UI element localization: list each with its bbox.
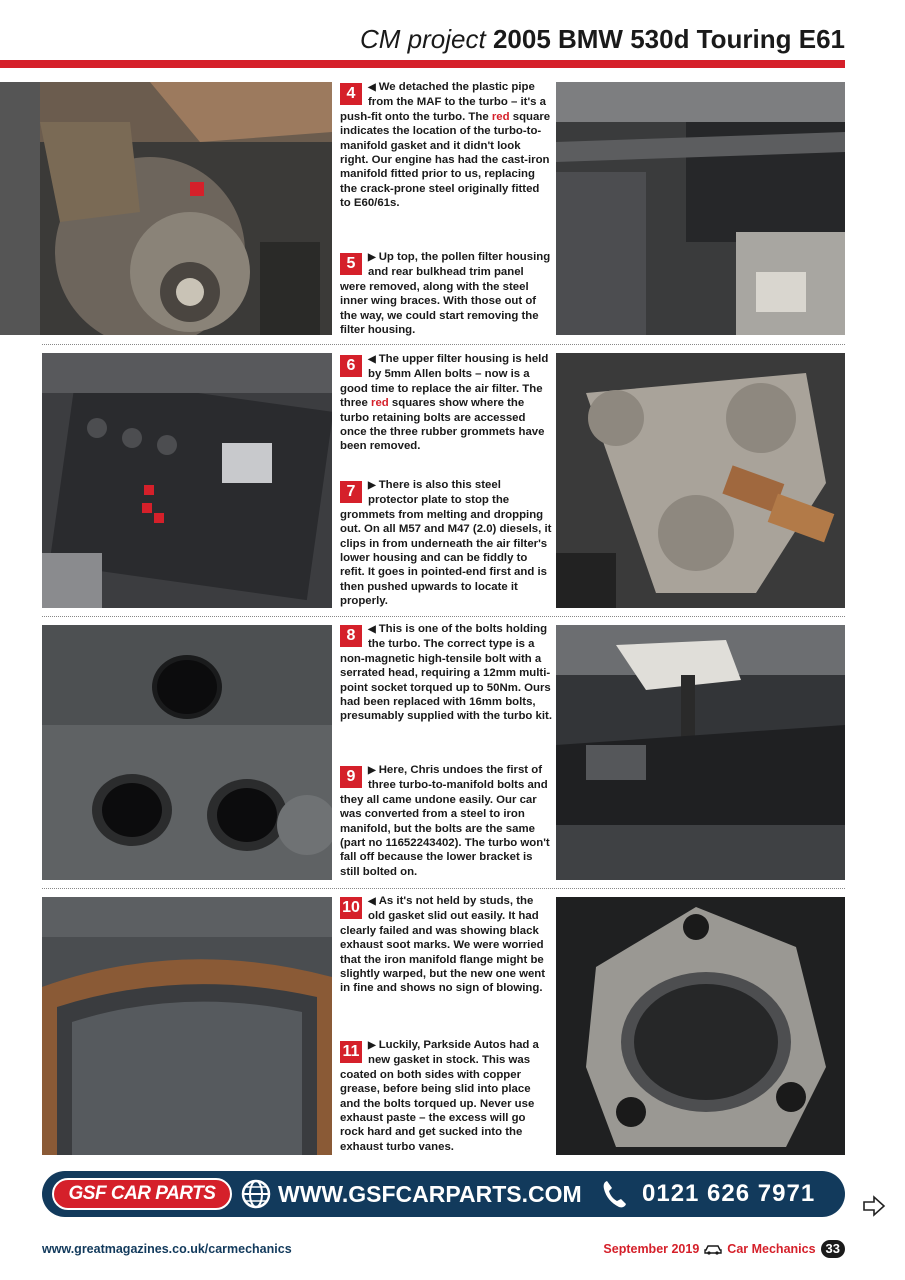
photo-undoing-bolts [556,625,845,880]
divider [42,888,845,889]
divider [42,616,845,617]
car-icon [704,1243,722,1255]
step-4 [340,80,552,211]
step-number: 5 [340,253,362,275]
step-red-text: red [371,397,389,410]
footer-magazine: Car Mechanics [727,1242,816,1256]
step-5 [340,250,552,337]
header-rule [0,60,845,68]
photo-filter-housing [42,353,332,608]
photo-protector-plate [556,353,845,608]
step-9 [340,763,552,879]
step-text: As it's not held by studs, the old gasket slid out easily. It had clearly failed and was showing black exhaust soot marks. We were worried that the iron manifold flange might be slightly warped, but the new one went in fine and shows no sign of blowing. [340,895,546,995]
arrow-right-icon: ▶ [368,765,376,776]
photo-turbo [0,82,332,335]
step-number: 11 [340,1041,362,1063]
step-number: 6 [340,355,362,377]
gsf-logo: GSF CAR PARTS [52,1178,232,1210]
step-text: square indicates the location of the turbo-to-manifold gasket and it didn't look right. Our engine has had the cast-iron manifold fitted prior to us, replacing the crack-prone steel originally fitted to E60/61s. [340,110,551,210]
next-page-arrow-icon[interactable] [862,1195,886,1217]
arrow-left-icon: ◀ [368,624,376,635]
step-number: 10 [340,897,362,919]
step-7 [340,478,552,609]
step-number: 8 [340,625,362,647]
footer-info [603,1240,845,1258]
footer-url[interactable]: www.greatmagazines.co.uk/carmechanics [42,1242,292,1256]
step-text: There is also this steel protector plate to stop the grommets from melting and dropping out. On all M57 and M47 (2.0) diesels, it clips in from underneath the air filter's lower housing and can be fiddly to refit. It goes in pointed-end first and is then pushed upwards to locate it properly. [340,479,552,608]
step-text: squares show where the turbo retaining bolts are accessed once the three rubber grommets have been removed. [340,397,545,453]
step-red-text: red [491,110,510,123]
footer-date: September 2019 [603,1242,700,1256]
photo-bolt-holes [42,625,332,880]
step-text: The upper filter housing is held by 5mm Allen bolts – now is a good time to replace the air filter. The three [340,353,549,410]
step-6 [340,352,552,454]
step-text: Luckily, Parkside Autos had a new gasket in stock. This was coated on both sides with copper grease, before being slid into place and the bolts torqued up. Never use exhaust paste – the excess will go rock hard and get sucked into the exhaust turbo vanes. [340,1039,539,1153]
phone-number[interactable]: 0121 626 7971 [642,1180,816,1207]
page-number: 33 [821,1240,845,1258]
header-series: CM project [360,24,486,54]
arrow-right-icon: ▶ [368,480,376,491]
arrow-right-icon: ▶ [368,1040,376,1051]
step-text: Up top, the pollen filter housing and rear bulkhead trim panel were removed, along with the steel inner wing braces. With those out of the way, we could start removing the filter housing. [340,251,551,337]
step-text: This is one of the bolts holding the turbo. The correct type is a non-magnetic high-tensile bolt with a serrated head, requiring a 12mm multi-point socket torqued up to 50Nm. Ours had been replaced with 16mm bolts, presumably supplied with the turbo kit. [340,623,553,723]
website-link[interactable]: WWW.GSFCARPARTS.COM [278,1181,582,1207]
step-text: Here, Chris undoes the first of three turbo-to-manifold bolts and they all came undone easily. Our car was converted from a steel to iron manifold, but the bolts are the same (part no 11652243402). The turbo won't fall off because the lower bracket is still bolted on. [340,764,550,878]
globe-icon [240,1178,272,1210]
step-11 [340,1038,552,1154]
step-number: 9 [340,766,362,788]
photo-engine-bay-top [556,82,845,335]
arrow-left-icon: ◀ [368,354,376,365]
step-text: We detached the plastic pipe from the MAF to the turbo – it's a push-fit onto the turbo. The [340,81,546,123]
page-header [360,24,845,55]
header-title: 2005 BMW 530d Touring E61 [492,24,845,54]
photo-new-gasket [556,897,845,1155]
phone-icon [600,1178,630,1210]
arrow-right-icon: ▶ [368,252,376,263]
step-8 [340,622,552,724]
photo-old-gasket [42,897,332,1155]
arrow-left-icon: ◀ [368,896,376,907]
divider [42,344,845,345]
step-10 [340,894,552,996]
step-number: 4 [340,83,362,105]
arrow-left-icon: ◀ [368,82,376,93]
step-number: 7 [340,481,362,503]
